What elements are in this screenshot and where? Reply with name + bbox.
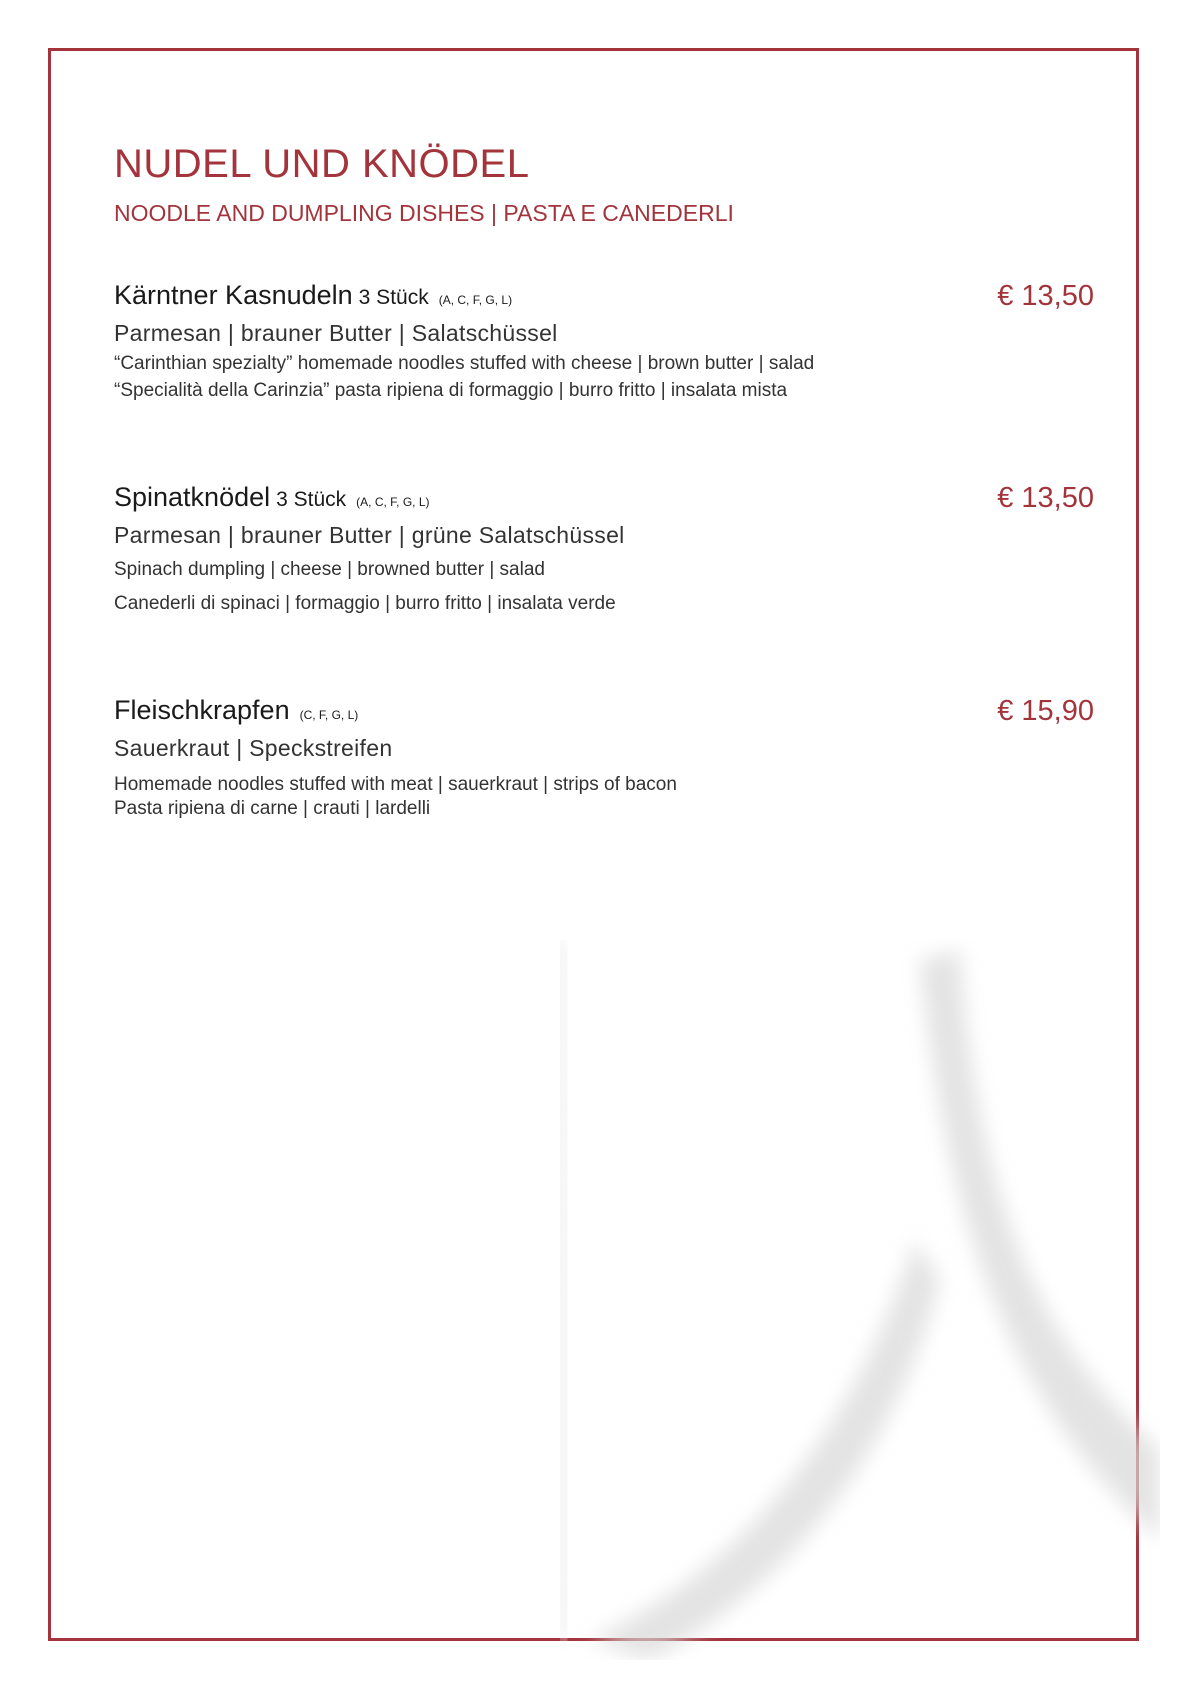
dish-sides: Parmesan | brauner Butter | Salatschüssel: [114, 320, 558, 346]
dish-spinatknoedel: [114, 482, 1094, 615]
dish-allergens: (C, F, G, L): [299, 708, 359, 722]
dish-fleischkrapfen: [114, 695, 1094, 820]
dish-price: € 13,50: [997, 280, 1094, 312]
dish-name: Fleischkrapfen: [114, 695, 290, 725]
dish-description-it: Canederli di spinaci | formaggio | burro fritto | insalata verde: [114, 593, 616, 614]
dish-allergens: (A, C, F, G, L): [438, 293, 513, 307]
page-title: NUDEL UND KNÖDEL: [114, 142, 530, 186]
page-subtitle: NOODLE AND DUMPLING DISHES | PASTA E CANEDERLI: [114, 200, 734, 226]
dish-quantity: 3 Stück: [276, 488, 347, 511]
dish-name: Spinatknödel: [114, 482, 271, 512]
dish-sides: Parmesan | brauner Butter | grüne Salatschüssel: [114, 522, 625, 548]
decorative-swoosh: [560, 940, 1160, 1660]
dish-allergens: (A, C, F, G, L): [356, 495, 430, 509]
dish-price: € 15,90: [997, 695, 1094, 727]
dish-description-en: Homemade noodles stuffed with meat | sauerkraut | strips of bacon: [114, 774, 677, 795]
dish-description-it: Pasta ripiena di carne | crauti | lardelli: [114, 798, 431, 819]
dish-description-it: “Specialità della Carinzia” pasta ripiena di formaggio | burro fritto | insalata mista: [114, 380, 788, 401]
dish-kaerntner-kasnudeln: [114, 280, 1094, 402]
dish-name: Kärntner Kasnudeln: [114, 280, 353, 310]
dish-quantity: 3 Stück: [358, 286, 429, 309]
dish-price: € 13,50: [997, 482, 1094, 514]
dish-description-en: “Carinthian spezialty” homemade noodles stuffed with cheese | brown butter | salad: [114, 353, 815, 374]
dish-description-en: Spinach dumpling | cheese | browned butter | salad: [114, 559, 545, 580]
dish-sides: Sauerkraut | Speckstreifen: [114, 735, 393, 761]
